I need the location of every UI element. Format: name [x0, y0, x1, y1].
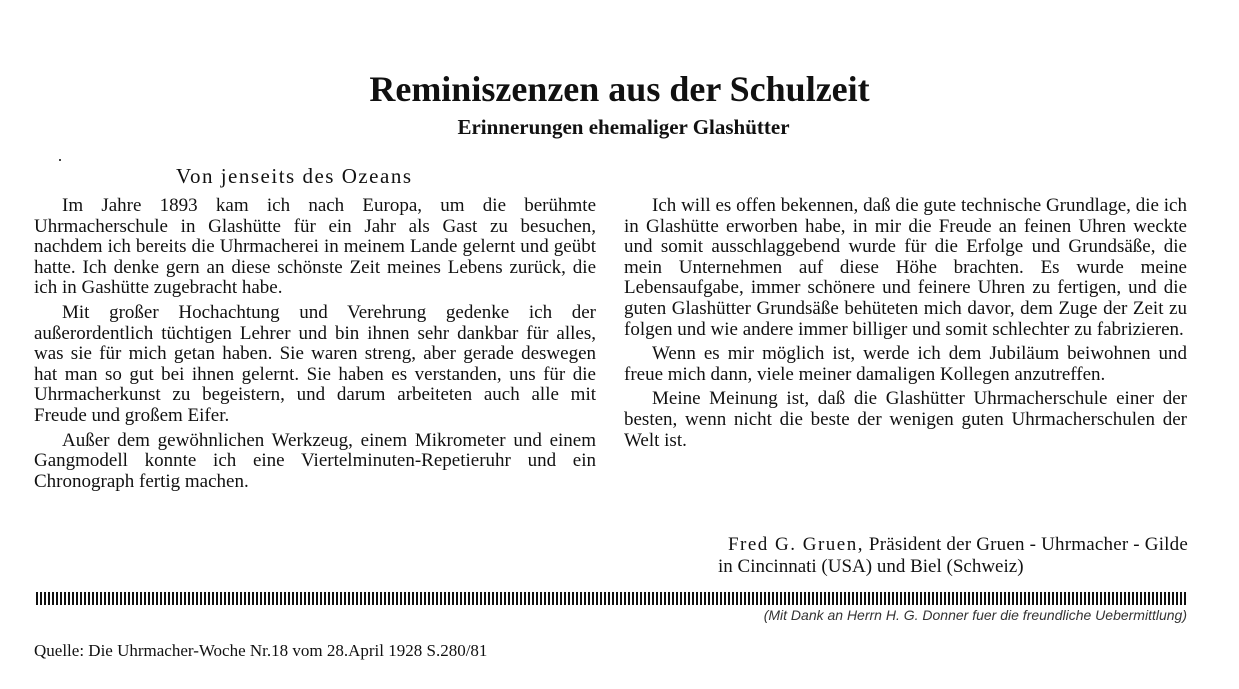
right-paragraph-3: Meine Meinung ist, daß die Glashütter Uhrmacherschule einer der besten, wenn nicht die beste der wenigen guten Uhrmacherschulen der Welt ist.	[624, 388, 1187, 451]
right-paragraph-1: Ich will es offen bekennen, daß die gute technische Grundlage, die ich in Glashütte erworben habe, in mir die Freude an feinen Uhren weckte und somit ausschlaggebend wurde für die Erfolge und Grundsäße, die mein Unternehmen auf diese Höhe brachten. Es wurde meine Lebensaufgabe, immer schönere und feinere Uhren zu fertigen, und die guten Glashütter Grundsäße behüteten mich davor, dem Zuge der Zeit zu folgen und wie andere immer billiger und somit schlechter zu fabrizieren.	[624, 195, 1187, 340]
article-subtitle	[0, 114, 1239, 140]
left-paragraph-3: Außer dem gewöhnlichen Werkzeug, einem Mikrometer und einem Gangmodell konnte ich eine Viertelminuten-Repetieruhr und ein Chronograph fertig machen.	[34, 429, 596, 492]
print-speck	[59, 159, 61, 161]
thanks-note: (Mit Dank an Herrn H. G. Donner fuer die freundliche Uebermittlung)	[763, 607, 1187, 623]
left-paragraph-1: Im Jahre 1893 kam ich nach Europa, um die berühmte Uhrmacherschule in Glashütte für ein Jahr als Gast zu besuchen, nachdem ich bereits die Uhrmacherei in meinem Lande gelernt und geübt hatte. Ich denke gern an diese schönste Zeit meines Lebens zurück, die ich in Gashütte zugebracht habe.	[34, 195, 596, 299]
signature-name: Fred G. Gruen,	[727, 534, 864, 555]
right-paragraph-2: Wenn es mir möglich ist, werde ich dem Jubiläum beiwohnen und freue mich dann, viele meiner damaligen Kollegen anzutreffen.	[624, 343, 1187, 385]
left-column	[34, 196, 596, 492]
source-citation: Quelle: Die Uhrmacher-Woche Nr.18 vom 28.April 1928 S.280/81	[34, 641, 488, 660]
signature-block	[622, 534, 1188, 578]
right-column	[624, 196, 1187, 451]
left-paragraph-2: Mit großer Hochachtung und Verehrung gedenke ich der außerordentlich tüchtigen Lehrer und bin ihnen sehr dankbar für alles, was sie für mich getan haben. Sie waren streng, aber gerade deswegen hat man so gut bei ihnen gelernt. Sie haben es verstanden, uns für die Uhrmacherkunst zu begeistern, und darum arbeiteten auch alle mit Freude und großem Eifer.	[34, 301, 596, 426]
article-subtitle-text: Erinnerungen ehemaliger Glashütter	[457, 115, 790, 139]
barcode-divider	[36, 592, 1188, 605]
article-title: Reminiszenzen aus der Schulzeit	[369, 69, 870, 109]
signature-line-2: in Cincinnati (USA) und Biel (Schweiz)	[718, 556, 1024, 577]
section-heading: Von jenseits des Ozeans	[176, 164, 413, 188]
signature-line-1	[622, 534, 1188, 556]
signature-title: Präsident der Gruen - Uhrmacher - Gilde	[868, 534, 1188, 555]
